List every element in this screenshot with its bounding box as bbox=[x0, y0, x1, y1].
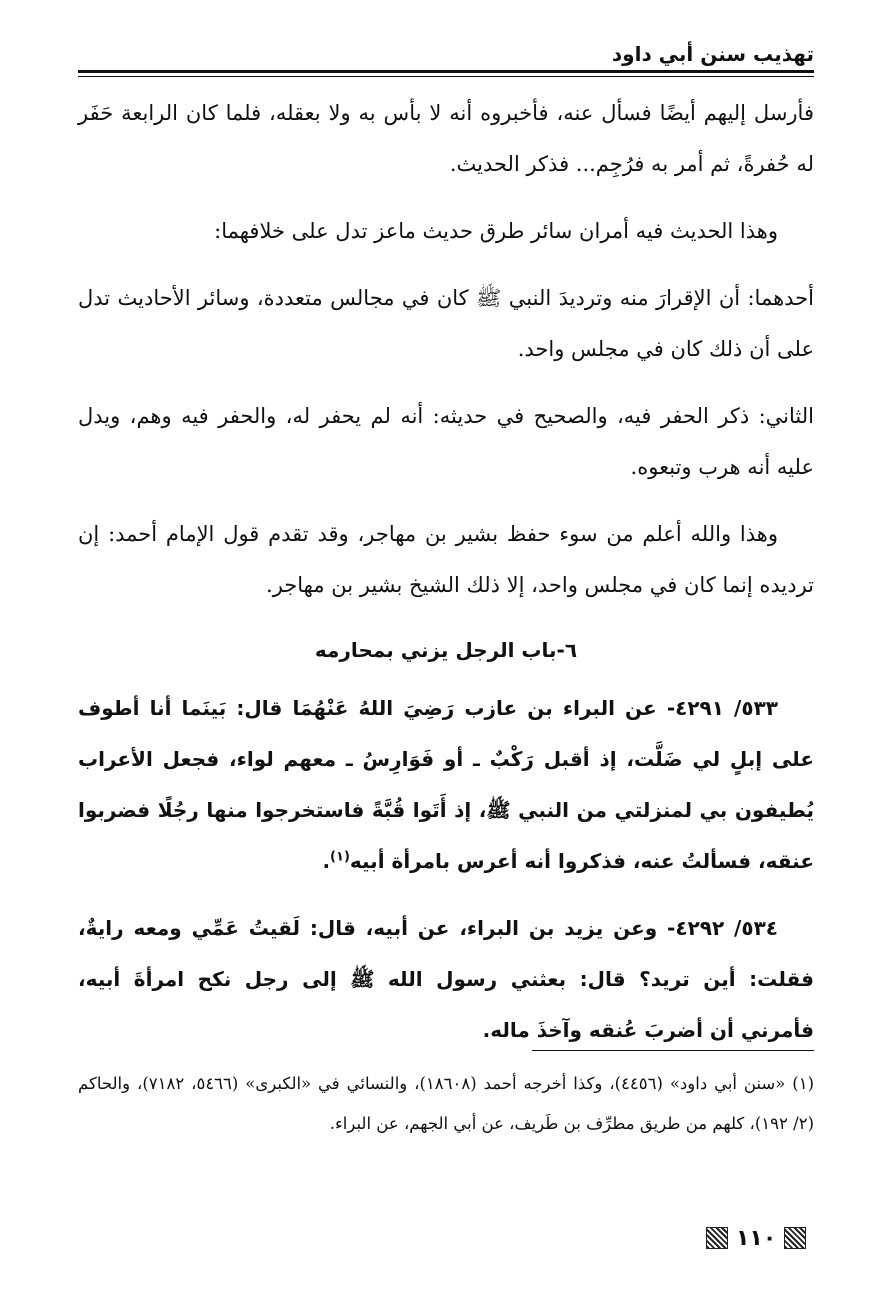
paragraph-2: وهذا الحديث فيه أمران سائر طرق حديث ماعز تدل على خلافهما: bbox=[214, 219, 778, 243]
ornament-icon bbox=[706, 1227, 728, 1249]
hadith-533-text: ٥٣٣/ ٤٢٩١- عن البراء بن عازب رَضِيَ اللهُ عَنْهُمَا قال: بَينَما أنا أطوف على إبلٍ لي ضَلَّت، إذ أقبل رَكْبٌ ـ أو فَوَارِسُ ـ معهم لواء، فجعل الأعراب يُطيفون بي لمنزلتي من النبي ﷺ، إذ أَتَوا قُبَّةً فاستخرجوا منها رجُلًا فضربوا عنقه، فسألتُ عنه، فذكروا أنه أعرس بامرأة أبيه bbox=[78, 696, 814, 873]
main-text bbox=[78, 88, 814, 1072]
footnote-ref-1[interactable]: (١) bbox=[330, 849, 350, 865]
header-rule-thin bbox=[78, 76, 814, 77]
paragraph-1: فأرسل إليهم أيضًا فسأل عنه، فأخبروه أنه لا بأس به ولا بعقله، فلما كان الرابعة حَفَر له حُفرةً، ثم أمر به فرُجِم... فذكر الحديث. bbox=[78, 101, 814, 176]
page-number-block bbox=[706, 1222, 806, 1254]
paragraph-3: أحدهما: أن الإقرارَ منه وترديدَ النبي ﷺ كان في مجالس متعددة، وسائر الأحاديث تدل على أن ذلك كان في مجلس واحد. bbox=[78, 286, 814, 361]
page-header bbox=[78, 36, 814, 76]
footnotes bbox=[78, 1064, 814, 1144]
running-title: تهذيب سنن أبي داود bbox=[611, 42, 814, 66]
hadith-533 bbox=[78, 683, 814, 887]
footnote-separator bbox=[532, 1050, 814, 1051]
paragraph-5: وهذا والله أعلم من سوء حفظ بشير بن مهاجر، وقد تقدم قول الإمام أحمد: إن ترديده إنما كان في مجلس واحد، إلا ذلك الشيخ بشير بن مهاجر. bbox=[78, 522, 814, 597]
hadith-533-end: . bbox=[322, 849, 331, 873]
page-number: ١١٠ bbox=[736, 1225, 777, 1251]
ornament-icon bbox=[784, 1227, 806, 1249]
header-rule bbox=[78, 70, 814, 73]
paragraph-4: الثاني: ذكر الحفر فيه، والصحيح في حديثه: أنه لم يحفر له، والحفر فيه وهم، ويدل عليه أنه هرب وتبعوه. bbox=[78, 404, 814, 479]
footnote-1: (١) «سنن أبي داود» (٤٤٥٦)، وكذا أخرجه أحمد (١٨٦٠٨)، والنسائي في «الكبرى» (٥٤٦٦، ٧١٨٢)، والحاكم (٢/ ١٩٢)، كلهم من طريق مطرِّف بن طَريف، عن أبي الجهم، عن البراء. bbox=[78, 1074, 815, 1133]
chapter-heading: ٦-باب الرجل يزني بمحارمه bbox=[314, 638, 578, 662]
hadith-534: ٥٣٤/ ٤٢٩٢- وعن يزيد بن البراء، عن أبيه، قال: لَقيتُ عَمِّي ومعه رايةٌ، فقلت: أين تريد؟ قال: بعثني رسول الله ﷺ إلى رجل نكح امرأةَ أبيه، فأمرني أن أضربَ عُنقه وآخذَ ماله. bbox=[78, 916, 814, 1042]
